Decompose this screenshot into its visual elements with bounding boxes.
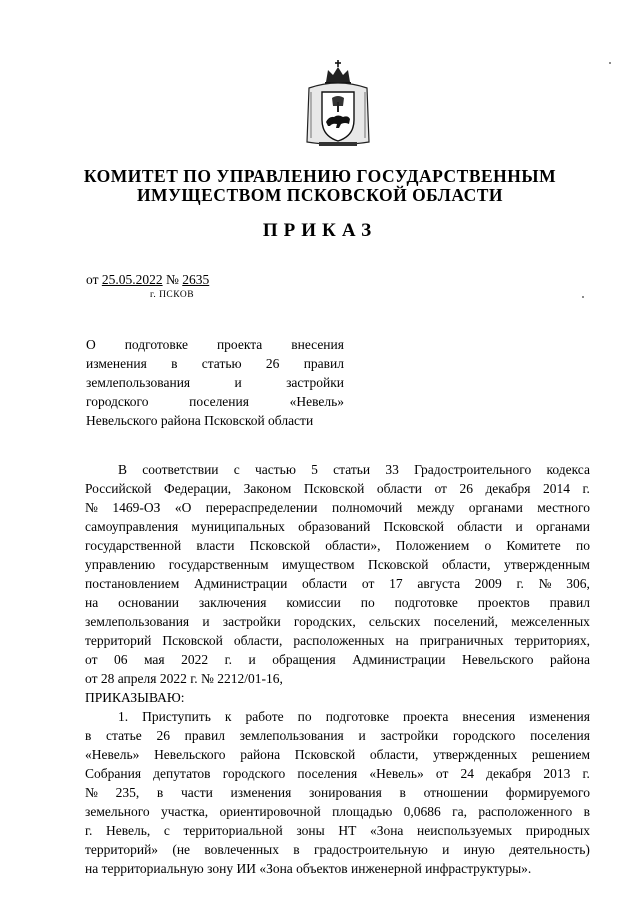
word: 5: [311, 462, 318, 477]
order-item-1-line: [85, 783, 590, 802]
word: г.: [224, 652, 233, 667]
word: (не: [172, 842, 191, 857]
word: поселения: [297, 766, 358, 781]
word: 33: [385, 462, 399, 477]
word: полномочий: [331, 500, 403, 515]
word: №: [85, 785, 98, 800]
word: органами: [468, 500, 523, 515]
word: между: [416, 500, 455, 515]
word: 1.: [118, 709, 129, 724]
document-city: г. ПСКОВ: [150, 290, 195, 300]
word: и: [234, 375, 242, 390]
word: «Невель»: [289, 394, 344, 409]
word: статье: [106, 728, 142, 743]
word: городского: [86, 394, 149, 409]
word: по: [575, 538, 590, 553]
word: области: [376, 481, 422, 496]
word: 26: [459, 481, 473, 496]
word: Администрации: [193, 576, 288, 591]
word: 2013: [543, 766, 571, 781]
word: подготовке: [394, 595, 458, 610]
word: области,: [369, 747, 419, 762]
word: работе: [245, 709, 284, 724]
word: городского: [222, 766, 286, 781]
word: утвержденным: [504, 557, 590, 572]
word: самоуправления: [85, 519, 179, 534]
word: на: [85, 595, 99, 610]
word: Российской: [85, 481, 152, 496]
word: подготовке: [124, 337, 188, 352]
word: городских,: [293, 614, 356, 629]
preamble: [85, 460, 590, 669]
word: вовлеченных: [204, 842, 279, 857]
word: Псковской: [368, 557, 429, 572]
word: застройки: [380, 728, 439, 743]
word: природных: [525, 823, 590, 838]
word: имуществом: [282, 557, 355, 572]
word: №: [538, 576, 552, 591]
word: ориентировочной: [219, 804, 321, 819]
word: управлению: [85, 557, 156, 572]
word: от: [85, 652, 98, 667]
preamble-line: [85, 517, 590, 536]
word: изменения: [230, 785, 292, 800]
word: №: [85, 500, 98, 515]
word: внесения: [291, 337, 344, 352]
scan-speck: [582, 296, 584, 298]
word: области»,: [325, 538, 381, 553]
word: по: [297, 709, 312, 724]
word: Законом: [243, 481, 292, 496]
word: от: [435, 766, 449, 781]
word: 26: [156, 728, 170, 743]
word: 2022: [181, 652, 209, 667]
number-sign: №: [162, 272, 183, 287]
word: Псковской: [383, 519, 444, 534]
word: поселений,: [433, 614, 498, 629]
word: Собрания: [85, 766, 142, 781]
word: В: [118, 462, 128, 477]
order-item-1-line: [85, 707, 590, 726]
preamble-line: [85, 650, 590, 669]
word: области: [302, 576, 348, 591]
word: г.: [516, 576, 524, 591]
preamble-line: [85, 498, 590, 517]
word: Градостроительного: [414, 462, 532, 477]
order-item-1-line: [85, 726, 590, 745]
document-date-number: [86, 272, 209, 288]
word: Комитете: [506, 538, 561, 553]
organization-name-line-1: КОМИТЕТ ПО УПРАВЛЕНИЮ ГОСУДАРСТВЕННЫМ: [83, 166, 557, 186]
word: О: [86, 337, 96, 352]
word: Невель,: [106, 823, 151, 838]
word: кодекса: [546, 462, 590, 477]
word: расположенного: [478, 804, 573, 819]
word: на: [395, 633, 409, 648]
word: градостроительную: [313, 842, 428, 857]
word: в: [399, 785, 406, 800]
word: земельного: [85, 804, 150, 819]
word: землепользования: [86, 375, 191, 390]
document-subject: [86, 335, 344, 430]
word: государственной: [85, 538, 182, 553]
word: «Невель»: [369, 766, 424, 781]
subject-line: Невельского района Псковской области: [86, 413, 314, 428]
word: 0,0686: [403, 804, 441, 819]
pskov-coat-of-arms-icon: [301, 58, 375, 148]
word: застройки: [222, 614, 281, 629]
word: зоны: [296, 823, 325, 838]
word: от: [434, 481, 447, 496]
order-item-1-last-line: на территориальную зону ИИ «Зона объектов инженерной инфраструктуры».: [85, 861, 532, 876]
document-date: 25.05.2022: [101, 272, 163, 287]
word: органами: [535, 519, 590, 534]
word: 17: [389, 576, 403, 591]
word: по: [360, 595, 375, 610]
word: территориях,: [514, 633, 590, 648]
preamble-line: [85, 631, 590, 650]
word: 306,: [566, 576, 590, 591]
order-item-1-line: [85, 764, 590, 783]
word: правил: [303, 356, 344, 371]
word: внесения: [462, 709, 516, 724]
word: образований: [298, 519, 371, 534]
word: НТ: [338, 823, 357, 838]
word: заключения: [198, 595, 267, 610]
word: землепользования: [239, 728, 344, 743]
order-item-1-line: [85, 840, 590, 859]
word: проекта: [403, 709, 449, 724]
word: района: [240, 747, 281, 762]
word: комиссии: [286, 595, 341, 610]
word: межселенных: [511, 614, 590, 629]
word: государственным: [168, 557, 269, 572]
word: постановлением: [85, 576, 180, 591]
word: «Невель»: [85, 747, 140, 762]
word: зонирования: [309, 785, 382, 800]
preamble-line: [85, 555, 590, 574]
word: приграничных: [419, 633, 504, 648]
word: Федерации,: [164, 481, 232, 496]
word: к: [224, 709, 232, 724]
word: депутатов: [153, 766, 211, 781]
word: статьи: [333, 462, 371, 477]
preamble-line: [85, 536, 590, 555]
word: г.: [582, 766, 590, 781]
date-prefix: от: [86, 272, 102, 287]
subject-line: [86, 335, 344, 354]
word: в: [583, 804, 590, 819]
word: Невельского: [462, 652, 534, 667]
word: деятельность): [509, 842, 590, 857]
word: о: [484, 538, 492, 553]
word: 26: [265, 356, 280, 371]
preamble-last-line: от 28 апреля 2022 г. № 2212/01-16,: [85, 671, 283, 686]
word: перераспределении: [205, 500, 318, 515]
word: отношении: [423, 785, 489, 800]
word: га,: [452, 804, 467, 819]
word: г.: [582, 481, 590, 496]
word: района: [550, 652, 590, 667]
word: местного: [537, 500, 590, 515]
document-number: 2635: [182, 272, 210, 287]
word: 1469-ОЗ: [112, 500, 161, 515]
word: с: [163, 823, 170, 838]
word: области,: [233, 633, 283, 648]
word: части: [180, 785, 213, 800]
word: и: [358, 728, 366, 743]
word: 06: [113, 652, 128, 667]
word: проекта: [216, 337, 263, 352]
word: поселения: [530, 728, 590, 743]
word: от: [361, 576, 375, 591]
word: г.: [85, 823, 93, 838]
organization-name-line-2: ИМУЩЕСТВОМ ПСКОВСКОЙ ОБЛАСТИ: [136, 185, 504, 205]
word: подготовке: [325, 709, 389, 724]
word: статью: [201, 356, 242, 371]
word: правил: [549, 595, 590, 610]
word: площадью: [332, 804, 393, 819]
word: 235,: [115, 785, 140, 800]
word: расположенных: [293, 633, 385, 648]
word: в: [85, 728, 92, 743]
word: Псковской: [162, 633, 223, 648]
word: с: [233, 462, 240, 477]
subject-line: [86, 354, 344, 373]
word: территориальной: [183, 823, 283, 838]
word: землепользования: [85, 614, 190, 629]
word: мая: [143, 652, 165, 667]
word: в: [293, 842, 300, 857]
word: частью: [255, 462, 296, 477]
word: «Зона: [369, 823, 404, 838]
word: Администрации: [352, 652, 446, 667]
word: декабря: [485, 481, 531, 496]
order-item-1-line: [85, 802, 590, 821]
order-item-1-line: [85, 821, 590, 840]
word: иную: [463, 842, 495, 857]
word: 2009: [474, 576, 502, 591]
word: городского: [452, 728, 516, 743]
word: территорий: [85, 633, 152, 648]
word: Псковской: [303, 481, 365, 496]
word: области: [457, 519, 503, 534]
word: неиспользуемых: [417, 823, 513, 838]
order-item-1: [85, 707, 590, 859]
word: и: [442, 842, 450, 857]
word: формируемого: [505, 785, 590, 800]
preamble-line: [85, 612, 590, 631]
word: декабря: [486, 766, 532, 781]
word: области,: [442, 557, 491, 572]
word: «О: [174, 500, 192, 515]
word: сельских: [368, 614, 421, 629]
word: Приступить: [142, 709, 211, 724]
word: 24: [460, 766, 475, 781]
word: Псковской: [249, 538, 311, 553]
word: правил: [184, 728, 225, 743]
word: Невельского: [154, 747, 226, 762]
word: Положением: [395, 538, 470, 553]
word: утвержденных: [433, 747, 518, 762]
word: поселения: [189, 394, 249, 409]
scan-speck: [609, 62, 611, 64]
word: в: [171, 356, 178, 371]
preamble-line: [85, 460, 590, 479]
word: и: [515, 519, 523, 534]
word: обращения: [272, 652, 336, 667]
word: участка,: [161, 804, 209, 819]
word: муниципальных: [191, 519, 285, 534]
word: территорий»: [85, 842, 159, 857]
word: застройки: [286, 375, 344, 390]
preamble-line: [85, 574, 590, 593]
order-word: ПРИКАЗЫВАЮ:: [85, 690, 185, 705]
word: соответствии: [142, 462, 219, 477]
word: проектов: [477, 595, 530, 610]
word: 2014: [542, 481, 570, 496]
word: решением: [531, 747, 590, 762]
word: изменения: [86, 356, 147, 371]
word: Псковской: [294, 747, 356, 762]
subject-line: [86, 373, 344, 392]
preamble-line: [85, 479, 590, 498]
document-body: [85, 460, 590, 878]
word: изменения: [529, 709, 590, 724]
word: и: [202, 614, 210, 629]
word: и: [248, 652, 256, 667]
word: основании: [118, 595, 179, 610]
subject-line: [86, 392, 344, 411]
preamble-line: [85, 593, 590, 612]
word: августа: [417, 576, 461, 591]
document-title: ПРИКАЗ: [262, 220, 378, 241]
order-item-1-line: [85, 745, 590, 764]
word: в: [156, 785, 164, 800]
word: власти: [196, 538, 235, 553]
